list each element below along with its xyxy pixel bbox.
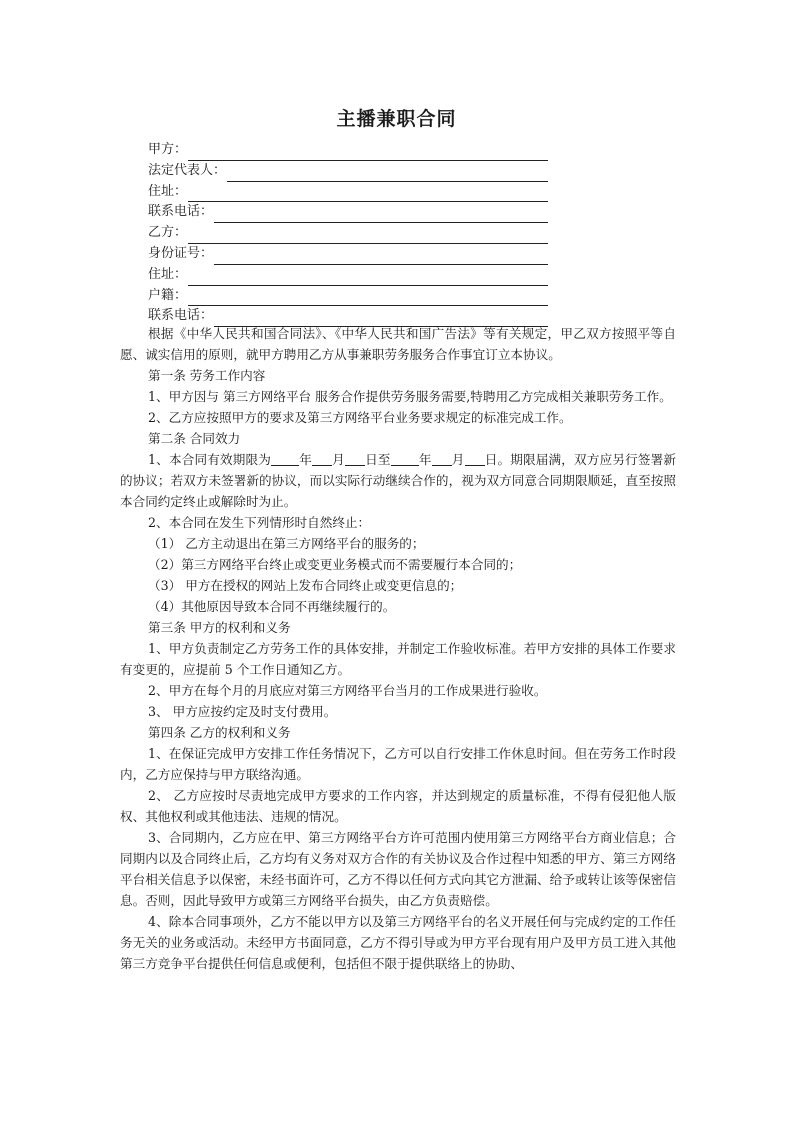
termination-item: （1） 乙方主动退出在第三方网络平台的服务的； [148, 536, 425, 551]
termination-item: （3） 甲方在授权的网站上发布合同终止或变更信息的； [148, 578, 463, 593]
article-4-heading: 第四条 乙方的权利和义务 [148, 725, 291, 740]
blank-line [214, 208, 548, 223]
blank-line [312, 451, 332, 466]
field-label: 住址： [148, 266, 188, 282]
party-a-address-field [148, 182, 548, 203]
party-a-field [148, 140, 548, 161]
article-3-clause-3: 3、 甲方应按约定及时支付费用。 [148, 704, 337, 719]
field-label: 户籍： [148, 287, 188, 303]
blank-line [214, 250, 548, 265]
termination-item: （4）其他原因导致本合同不再继续履行的。 [148, 599, 396, 614]
field-label: 乙方： [148, 225, 188, 241]
article-3-clause-1: 1、甲方负责制定乙方劳务工作的具体安排，并制定工作验收标准。若甲方安排的具体工作要求有变更的，应提前 5 个工作日通知乙方。 [120, 641, 676, 677]
field-label: 住址： [148, 183, 188, 199]
article-3-clause-2: 2、甲方在每个月的月底应对第三方网络平台当月的工作成果进行验收。 [148, 683, 547, 698]
article-4-clause-3: 3、合同期内，乙方应在甲、第三方网络平台方许可范围内使用第三方网络平台方商业信息；合同期内以及合同终止后，乙方均有义务对双方合作的有关协议及合作过程中知悉的甲方、第三方网络平台相关信息予以保密，未经书面许可，乙方不得以任何方式向其它方泄漏、给予或转让该等保密信息。否则，因此导致甲方或第三方网络平台损失，由乙方负责赔偿。 [120, 830, 676, 908]
article-4-clause-1: 1、在保证完成甲方安排工作任务情况下，乙方可以自行安排工作休息时间。但在劳务工作时段内，乙方应保持与甲方联络沟通。 [120, 746, 676, 782]
blank-line [391, 451, 419, 466]
blank-line [465, 451, 485, 466]
blank-line [188, 146, 548, 161]
intro-paragraph: 根据《中华人民共和国合同法》、《中华人民共和国广告法》等有关规定，甲乙双方按照平等自愿、诚实信用的原则，就甲方聘用乙方从事兼职劳务服务合作事宜订立本协议。 [120, 326, 676, 362]
party-b-field [148, 223, 548, 244]
article-1-clause-1: 1、甲方因与 第三方网络平台 服务合作提供劳务服务需要,特聘用乙方完成相关兼职劳务工作。 [148, 389, 672, 404]
field-label: 联系电话： [148, 204, 214, 220]
blank-line [227, 167, 548, 182]
blank-line [188, 291, 548, 306]
party-info-fields [148, 140, 548, 327]
field-label: 身份证号： [148, 245, 214, 261]
article-2-heading: 第二条 合同效力 [148, 431, 241, 446]
article-2-clause-2: 2、本合同在发生下列情形时自然终止： [148, 515, 371, 530]
article-2-clause-1: 1、本合同有效期限为 年 月 日至 年 月 日。期限届满，双方应另行签署新的协议；若双方未签署新的协议，而以实际行动继续合作的，视为双方同意合同期限顺延，直至按照本合同约定终止或解除时为止。 [120, 452, 677, 509]
article-4-clause-2: 2、 乙方应按时尽责地完成甲方要求的工作内容，并达到规定的质量标准，不得有侵犯他人版权、其他权利或其他违法、违规的情况。 [120, 788, 676, 824]
document-title: 主播兼职合同 [336, 108, 457, 130]
household-register-field [148, 286, 548, 307]
contract-body [120, 323, 676, 974]
blank-line [188, 271, 548, 286]
field-label: 甲方： [148, 142, 188, 157]
blank-line [271, 451, 299, 466]
blank-line [188, 187, 548, 202]
blank-line [345, 451, 365, 466]
field-label: 联系电话： [148, 308, 214, 324]
article-1-clause-2: 2、乙方应按照甲方的要求及第三方网络平台业务要求规定的标准完成工作。 [148, 410, 572, 425]
party-b-address-field [148, 265, 548, 286]
blank-line [188, 229, 548, 244]
article-1-heading: 第一条 劳务工作内容 [148, 368, 266, 383]
blank-line [432, 451, 452, 466]
article-3-heading: 第三条 甲方的权利和义务 [148, 620, 291, 635]
field-label: 法定代表人： [148, 162, 227, 178]
id-number-field [148, 244, 548, 265]
termination-item: （2）第三方网络平台终止或变更业务模式而不需要履行本合同的； [148, 557, 522, 572]
article-4-clause-4: 4、除本合同事项外，乙方不能以甲方以及第三方网络平台的名义开展任何与完成约定的工作任务无关的业务或活动。未经甲方书面同意，乙方不得引导或为甲方平台现有用户及甲方员工进入其他第三方竞争平台提供任何信息或便利，包括但不限于提供联络上的协助、 [120, 914, 676, 971]
legal-representative-field [148, 161, 548, 182]
party-a-phone-field [148, 202, 548, 223]
